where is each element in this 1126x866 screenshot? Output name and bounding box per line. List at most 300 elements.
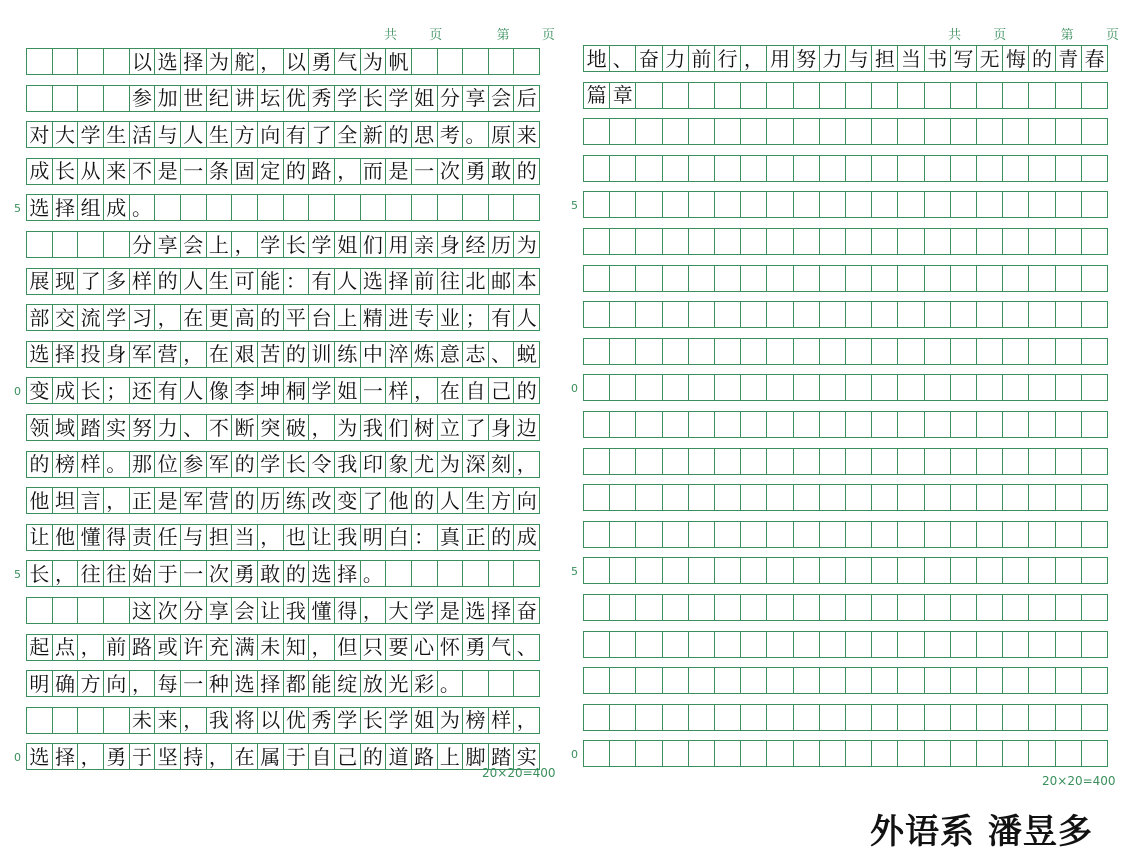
grid-row bbox=[583, 557, 1108, 584]
grid-cell: 全 bbox=[335, 122, 361, 147]
grid-cell: 优 bbox=[284, 86, 310, 111]
grid-cell bbox=[898, 705, 924, 730]
grid-cell: 择 bbox=[53, 342, 79, 367]
grid-cell: ， bbox=[130, 671, 156, 696]
grid-cell bbox=[715, 229, 741, 254]
grid-cell: 业 bbox=[438, 305, 464, 330]
grid-cell bbox=[463, 195, 489, 220]
grid-cell: ， bbox=[207, 744, 233, 769]
grid-cell bbox=[610, 302, 636, 327]
grid-cell bbox=[925, 705, 951, 730]
grid-cell bbox=[689, 705, 715, 730]
grid-cell bbox=[1029, 412, 1055, 437]
grid-cell bbox=[1003, 339, 1029, 364]
grid-cell: 的 bbox=[361, 744, 387, 769]
grid-cell bbox=[846, 339, 872, 364]
grid-cell: 尤 bbox=[412, 452, 438, 477]
grid-cell bbox=[663, 741, 689, 766]
grid-cell bbox=[1029, 192, 1055, 217]
grid-cell: 那 bbox=[130, 452, 156, 477]
grid-cell bbox=[977, 449, 1003, 474]
grid-cell bbox=[181, 195, 207, 220]
grid-cell bbox=[925, 485, 951, 510]
grid-row bbox=[26, 634, 540, 661]
grid-cell: 不 bbox=[207, 415, 233, 440]
grid-cell bbox=[794, 632, 820, 657]
grid-cell: 破 bbox=[284, 415, 310, 440]
grid-cell bbox=[689, 266, 715, 291]
grid-row bbox=[583, 265, 1108, 292]
grid-cell bbox=[846, 119, 872, 144]
grid-cell bbox=[1003, 229, 1029, 254]
grid-cell bbox=[794, 266, 820, 291]
grid-cell bbox=[689, 192, 715, 217]
grid-cell bbox=[584, 595, 610, 620]
grid-cell: ， bbox=[181, 342, 207, 367]
grid-cell bbox=[689, 229, 715, 254]
grid-cell bbox=[820, 266, 846, 291]
grid-cell: 知 bbox=[284, 635, 310, 660]
grid-cell: 持 bbox=[181, 744, 207, 769]
grid-cell bbox=[584, 302, 610, 327]
grid-cell bbox=[898, 741, 924, 766]
grid-cell bbox=[1029, 668, 1055, 693]
grid-row bbox=[26, 341, 540, 368]
grid-cell bbox=[689, 83, 715, 108]
grid-cell: 成 bbox=[104, 195, 130, 220]
grid-cell bbox=[53, 86, 79, 111]
grid-cell: 现 bbox=[53, 269, 79, 294]
grid-cell bbox=[1003, 156, 1029, 181]
grid-cell bbox=[977, 485, 1003, 510]
grid-cell bbox=[794, 522, 820, 547]
grid-cell: 往 bbox=[78, 561, 104, 586]
grid-row bbox=[583, 338, 1108, 365]
grid-cell bbox=[1029, 229, 1055, 254]
grid-cell bbox=[794, 449, 820, 474]
grid-cell bbox=[977, 412, 1003, 437]
grid-cell bbox=[1003, 375, 1029, 400]
grid-cell bbox=[1003, 485, 1029, 510]
grid-cell bbox=[610, 266, 636, 291]
grid-cell bbox=[689, 339, 715, 364]
grid-cell: 而 bbox=[361, 159, 387, 184]
grid-cell bbox=[925, 412, 951, 437]
grid-cell: 学 bbox=[309, 378, 335, 403]
grid-cell bbox=[977, 375, 1003, 400]
grid-row bbox=[26, 451, 540, 478]
grid-cell: 突 bbox=[258, 415, 284, 440]
grid-cell: 踏 bbox=[78, 415, 104, 440]
grid-cell bbox=[925, 229, 951, 254]
grid-cell bbox=[951, 339, 977, 364]
grid-cell: 得 bbox=[335, 598, 361, 623]
grid-cell bbox=[1029, 632, 1055, 657]
grid-cell: 的 bbox=[27, 452, 53, 477]
grid-cell: 无 bbox=[977, 46, 1003, 71]
line-number-marker: 0 bbox=[571, 748, 578, 762]
grid-cell: 来 bbox=[155, 708, 181, 733]
grid-cell: 姐 bbox=[335, 378, 361, 403]
grid-cell: ， bbox=[53, 561, 79, 586]
grid-cell bbox=[104, 598, 130, 623]
grid-row bbox=[583, 155, 1108, 182]
grid-cell bbox=[489, 671, 515, 696]
grid-cell bbox=[258, 195, 284, 220]
grid-cell bbox=[1003, 668, 1029, 693]
grid-cell bbox=[78, 86, 104, 111]
grid-cell: 正 bbox=[463, 525, 489, 550]
grid-cell: 前 bbox=[689, 46, 715, 71]
grid-cell bbox=[977, 119, 1003, 144]
grid-cell: 长 bbox=[361, 86, 387, 111]
grid-cell bbox=[872, 156, 898, 181]
grid-cell bbox=[872, 558, 898, 583]
grid-row bbox=[26, 48, 540, 75]
grid-cell bbox=[53, 232, 79, 257]
grid-cell: 路 bbox=[130, 635, 156, 660]
grid-cell bbox=[898, 266, 924, 291]
grid-cell: 怀 bbox=[438, 635, 464, 660]
grid-cell bbox=[794, 412, 820, 437]
grid-cell: 中 bbox=[361, 342, 387, 367]
grid-cell: 。 bbox=[463, 122, 489, 147]
grid-cell bbox=[898, 156, 924, 181]
grid-cell bbox=[1082, 522, 1107, 547]
grid-cell: 参 bbox=[181, 452, 207, 477]
grid-cell: 敢 bbox=[258, 561, 284, 586]
grid-cell bbox=[1003, 302, 1029, 327]
grid-cell: 优 bbox=[284, 708, 310, 733]
grid-cell bbox=[741, 83, 767, 108]
grid-cell: 来 bbox=[516, 122, 537, 147]
grid-cell bbox=[820, 83, 846, 108]
grid-cell: 有 bbox=[489, 305, 515, 330]
grid-cell bbox=[232, 195, 258, 220]
grid-cell: 未 bbox=[258, 635, 284, 660]
grid-cell: 让 bbox=[258, 598, 284, 623]
author-signature: 外语系 潘昱多 bbox=[870, 812, 1093, 852]
grid-cell: 明 bbox=[361, 525, 387, 550]
grid-cell bbox=[104, 86, 130, 111]
grid-cell: 真 bbox=[438, 525, 464, 550]
grid-cell bbox=[610, 412, 636, 437]
grid-cell bbox=[1056, 375, 1082, 400]
grid-cell bbox=[610, 705, 636, 730]
grid-cell bbox=[1056, 83, 1082, 108]
grid-cell: 印 bbox=[361, 452, 387, 477]
grid-cell: 为 bbox=[335, 415, 361, 440]
grid-cell: 学 bbox=[335, 708, 361, 733]
grid-cell: 方 bbox=[489, 488, 515, 513]
grid-cell bbox=[663, 668, 689, 693]
grid-cell bbox=[689, 156, 715, 181]
grid-cell bbox=[767, 741, 793, 766]
grid-cell: 是 bbox=[386, 159, 412, 184]
grid-cell: 志 bbox=[463, 342, 489, 367]
grid-cell bbox=[872, 412, 898, 437]
grid-cell bbox=[820, 302, 846, 327]
grid-cell bbox=[872, 741, 898, 766]
grid-cell: 选 bbox=[27, 744, 53, 769]
grid-cell: 深 bbox=[463, 452, 489, 477]
grid-row bbox=[26, 487, 540, 514]
grid-cell: 大 bbox=[53, 122, 79, 147]
grid-cell bbox=[438, 195, 464, 220]
grid-cell: 域 bbox=[53, 415, 79, 440]
grid-cell: 春 bbox=[1084, 46, 1105, 71]
grid-row bbox=[26, 85, 540, 112]
grid-cell bbox=[207, 195, 233, 220]
grid-cell: 了 bbox=[463, 415, 489, 440]
grid-cell: 条 bbox=[207, 159, 233, 184]
grid-cell bbox=[584, 741, 610, 766]
grid-cell: 彩 bbox=[412, 671, 438, 696]
grid-cell: 懂 bbox=[78, 525, 104, 550]
grid-cell bbox=[514, 195, 539, 220]
grid-cell bbox=[925, 632, 951, 657]
grid-cell: 与 bbox=[181, 525, 207, 550]
grid-cell bbox=[872, 668, 898, 693]
grid-cell: 始 bbox=[130, 561, 156, 586]
grid-row bbox=[583, 45, 1108, 72]
grid-cell: 习 bbox=[130, 305, 156, 330]
grid-cell: 以 bbox=[258, 708, 284, 733]
grid-cell bbox=[898, 375, 924, 400]
grid-cell: 分 bbox=[130, 232, 156, 257]
grid-cell: 方 bbox=[78, 671, 104, 696]
grid-cell bbox=[767, 522, 793, 547]
grid-cell: 。 bbox=[104, 452, 130, 477]
grid-cell: 懂 bbox=[309, 598, 335, 623]
grid-cell bbox=[820, 632, 846, 657]
grid-cell bbox=[689, 668, 715, 693]
grid-cell bbox=[1029, 339, 1055, 364]
grid-cell bbox=[977, 522, 1003, 547]
grid-cell bbox=[741, 192, 767, 217]
grid-cell: 为 bbox=[207, 49, 233, 74]
grid-cell bbox=[846, 558, 872, 583]
grid-cell bbox=[689, 595, 715, 620]
grid-cell: 我 bbox=[335, 525, 361, 550]
grid-cell: 练 bbox=[284, 488, 310, 513]
grid-cell bbox=[689, 119, 715, 144]
grid-cell: 前 bbox=[412, 269, 438, 294]
grid-cell bbox=[689, 632, 715, 657]
grid-cell bbox=[610, 192, 636, 217]
grid-cell bbox=[715, 412, 741, 437]
grid-cell: 姐 bbox=[412, 708, 438, 733]
grid-cell bbox=[463, 561, 489, 586]
grid-cell: 人 bbox=[181, 269, 207, 294]
grid-cell bbox=[610, 119, 636, 144]
grid-cell: ， bbox=[335, 159, 361, 184]
grid-cell bbox=[872, 229, 898, 254]
grid-row bbox=[583, 521, 1108, 548]
grid-capacity-label: 20×20=400 bbox=[1042, 774, 1116, 788]
grid-capacity-label: 20×20=400 bbox=[482, 766, 556, 780]
grid-cell: 往 bbox=[104, 561, 130, 586]
grid-cell: 我 bbox=[361, 415, 387, 440]
grid-cell bbox=[715, 156, 741, 181]
grid-cell bbox=[1056, 668, 1082, 693]
grid-cell: 上 bbox=[335, 305, 361, 330]
page-header bbox=[384, 24, 555, 43]
grid-cell: ， bbox=[361, 598, 387, 623]
grid-cell: 变 bbox=[335, 488, 361, 513]
grid-cell bbox=[1029, 485, 1055, 510]
essay-sheet-page-2 bbox=[568, 0, 1118, 790]
grid-cell bbox=[741, 632, 767, 657]
grid-cell: 秀 bbox=[309, 86, 335, 111]
grid-cell bbox=[1029, 266, 1055, 291]
grid-cell bbox=[794, 375, 820, 400]
grid-cell bbox=[1056, 449, 1082, 474]
grid-cell: 一 bbox=[361, 378, 387, 403]
total-label: 共 bbox=[384, 28, 398, 43]
grid-cell: 择 bbox=[489, 598, 515, 623]
grid-cell: 许 bbox=[181, 635, 207, 660]
grid-cell: 不 bbox=[130, 159, 156, 184]
grid-cell: 择 bbox=[386, 269, 412, 294]
grid-cell: 改 bbox=[309, 488, 335, 513]
grid-cell: 将 bbox=[232, 708, 258, 733]
grid-cell: 向 bbox=[104, 671, 130, 696]
grid-cell bbox=[951, 302, 977, 327]
grid-cell bbox=[767, 668, 793, 693]
grid-cell bbox=[741, 302, 767, 327]
grid-cell bbox=[1082, 632, 1107, 657]
grid-cell bbox=[636, 705, 662, 730]
grid-cell: 生 bbox=[463, 488, 489, 513]
grid-cell: 样 bbox=[78, 452, 104, 477]
grid-cell: 学 bbox=[104, 305, 130, 330]
grid-cell: 能 bbox=[258, 269, 284, 294]
grid-cell: 人 bbox=[438, 488, 464, 513]
grid-cell bbox=[584, 375, 610, 400]
grid-cell bbox=[767, 339, 793, 364]
grid-cell: 这 bbox=[130, 598, 156, 623]
grid-cell: 为 bbox=[438, 452, 464, 477]
grid-cell bbox=[636, 449, 662, 474]
grid-cell: ， bbox=[181, 708, 207, 733]
grid-cell: 成 bbox=[27, 159, 53, 184]
grid-cell: 前 bbox=[104, 635, 130, 660]
grid-cell: 榜 bbox=[463, 708, 489, 733]
grid-cell bbox=[898, 192, 924, 217]
grid-cell: 有 bbox=[155, 378, 181, 403]
grid-cell bbox=[846, 522, 872, 547]
grid-cell: 向 bbox=[516, 488, 537, 513]
grid-cell: 长 bbox=[27, 561, 53, 586]
grid-cell bbox=[1056, 156, 1082, 181]
grid-cell: 我 bbox=[284, 598, 310, 623]
grid-cell bbox=[1003, 83, 1029, 108]
grid-cell bbox=[977, 302, 1003, 327]
grid-cell bbox=[610, 339, 636, 364]
grid-cell bbox=[925, 741, 951, 766]
grid-cell: 或 bbox=[155, 635, 181, 660]
grid-cell bbox=[925, 119, 951, 144]
grid-cell bbox=[951, 412, 977, 437]
grid-cell: 帆 bbox=[386, 49, 412, 74]
grid-cell: 的 bbox=[284, 561, 310, 586]
grid-cell: 高 bbox=[232, 305, 258, 330]
grid-cell: 种 bbox=[207, 671, 233, 696]
grid-cell: 。 bbox=[130, 195, 156, 220]
grid-cell bbox=[1082, 156, 1107, 181]
grid-cell: 从 bbox=[78, 159, 104, 184]
grid-cell: 充 bbox=[207, 635, 233, 660]
grid-row bbox=[26, 377, 540, 404]
grid-cell bbox=[636, 119, 662, 144]
grid-cell: 择 bbox=[181, 49, 207, 74]
grid-cell: ， bbox=[258, 49, 284, 74]
grid-cell: 苦 bbox=[258, 342, 284, 367]
grid-cell: 享 bbox=[155, 232, 181, 257]
grid-cell: 学 bbox=[386, 86, 412, 111]
grid-cell: 脚 bbox=[463, 744, 489, 769]
grid-cell: ： bbox=[284, 269, 310, 294]
grid-cell: 是 bbox=[438, 598, 464, 623]
grid-cell bbox=[1082, 339, 1107, 364]
grid-cell bbox=[951, 595, 977, 620]
grid-cell bbox=[898, 595, 924, 620]
grid-cell: 交 bbox=[53, 305, 79, 330]
grid-cell: 选 bbox=[27, 195, 53, 220]
grid-cell: 纪 bbox=[207, 86, 233, 111]
grid-cell bbox=[636, 741, 662, 766]
grid-cell: 勇 bbox=[463, 159, 489, 184]
grid-cell bbox=[846, 375, 872, 400]
grid-cell bbox=[663, 339, 689, 364]
grid-cell: 的 bbox=[284, 342, 310, 367]
grid-cell bbox=[1003, 595, 1029, 620]
grid-cell: 可 bbox=[232, 269, 258, 294]
grid-cell bbox=[335, 195, 361, 220]
grid-cell bbox=[872, 266, 898, 291]
grid-cell: 当 bbox=[898, 46, 924, 71]
grid-cell: 意 bbox=[438, 342, 464, 367]
grid-cell: 长 bbox=[284, 452, 310, 477]
grid-cell: 边 bbox=[516, 415, 537, 440]
grid-cell: 刻 bbox=[489, 452, 515, 477]
grid-cell bbox=[846, 449, 872, 474]
grid-row bbox=[583, 740, 1108, 767]
grid-cell bbox=[663, 156, 689, 181]
grid-cell: 享 bbox=[463, 86, 489, 111]
grid-cell bbox=[463, 49, 489, 74]
grid-cell bbox=[741, 412, 767, 437]
grid-cell bbox=[794, 741, 820, 766]
grid-cell: 于 bbox=[130, 744, 156, 769]
grid-cell: 固 bbox=[232, 159, 258, 184]
grid-cell bbox=[794, 485, 820, 510]
grid-cell bbox=[820, 375, 846, 400]
grid-cell bbox=[53, 49, 79, 74]
grid-cell: 的 bbox=[412, 488, 438, 513]
grid-cell bbox=[846, 266, 872, 291]
total-label: 共 bbox=[948, 28, 962, 43]
grid-cell: 在 bbox=[207, 342, 233, 367]
grid-cell bbox=[1029, 522, 1055, 547]
grid-cell: 己 bbox=[489, 378, 515, 403]
grid-cell: 选 bbox=[361, 269, 387, 294]
grid-cell: 选 bbox=[155, 49, 181, 74]
grid-cell: ： bbox=[412, 525, 438, 550]
grid-cell bbox=[715, 558, 741, 583]
grid-cell bbox=[898, 302, 924, 327]
